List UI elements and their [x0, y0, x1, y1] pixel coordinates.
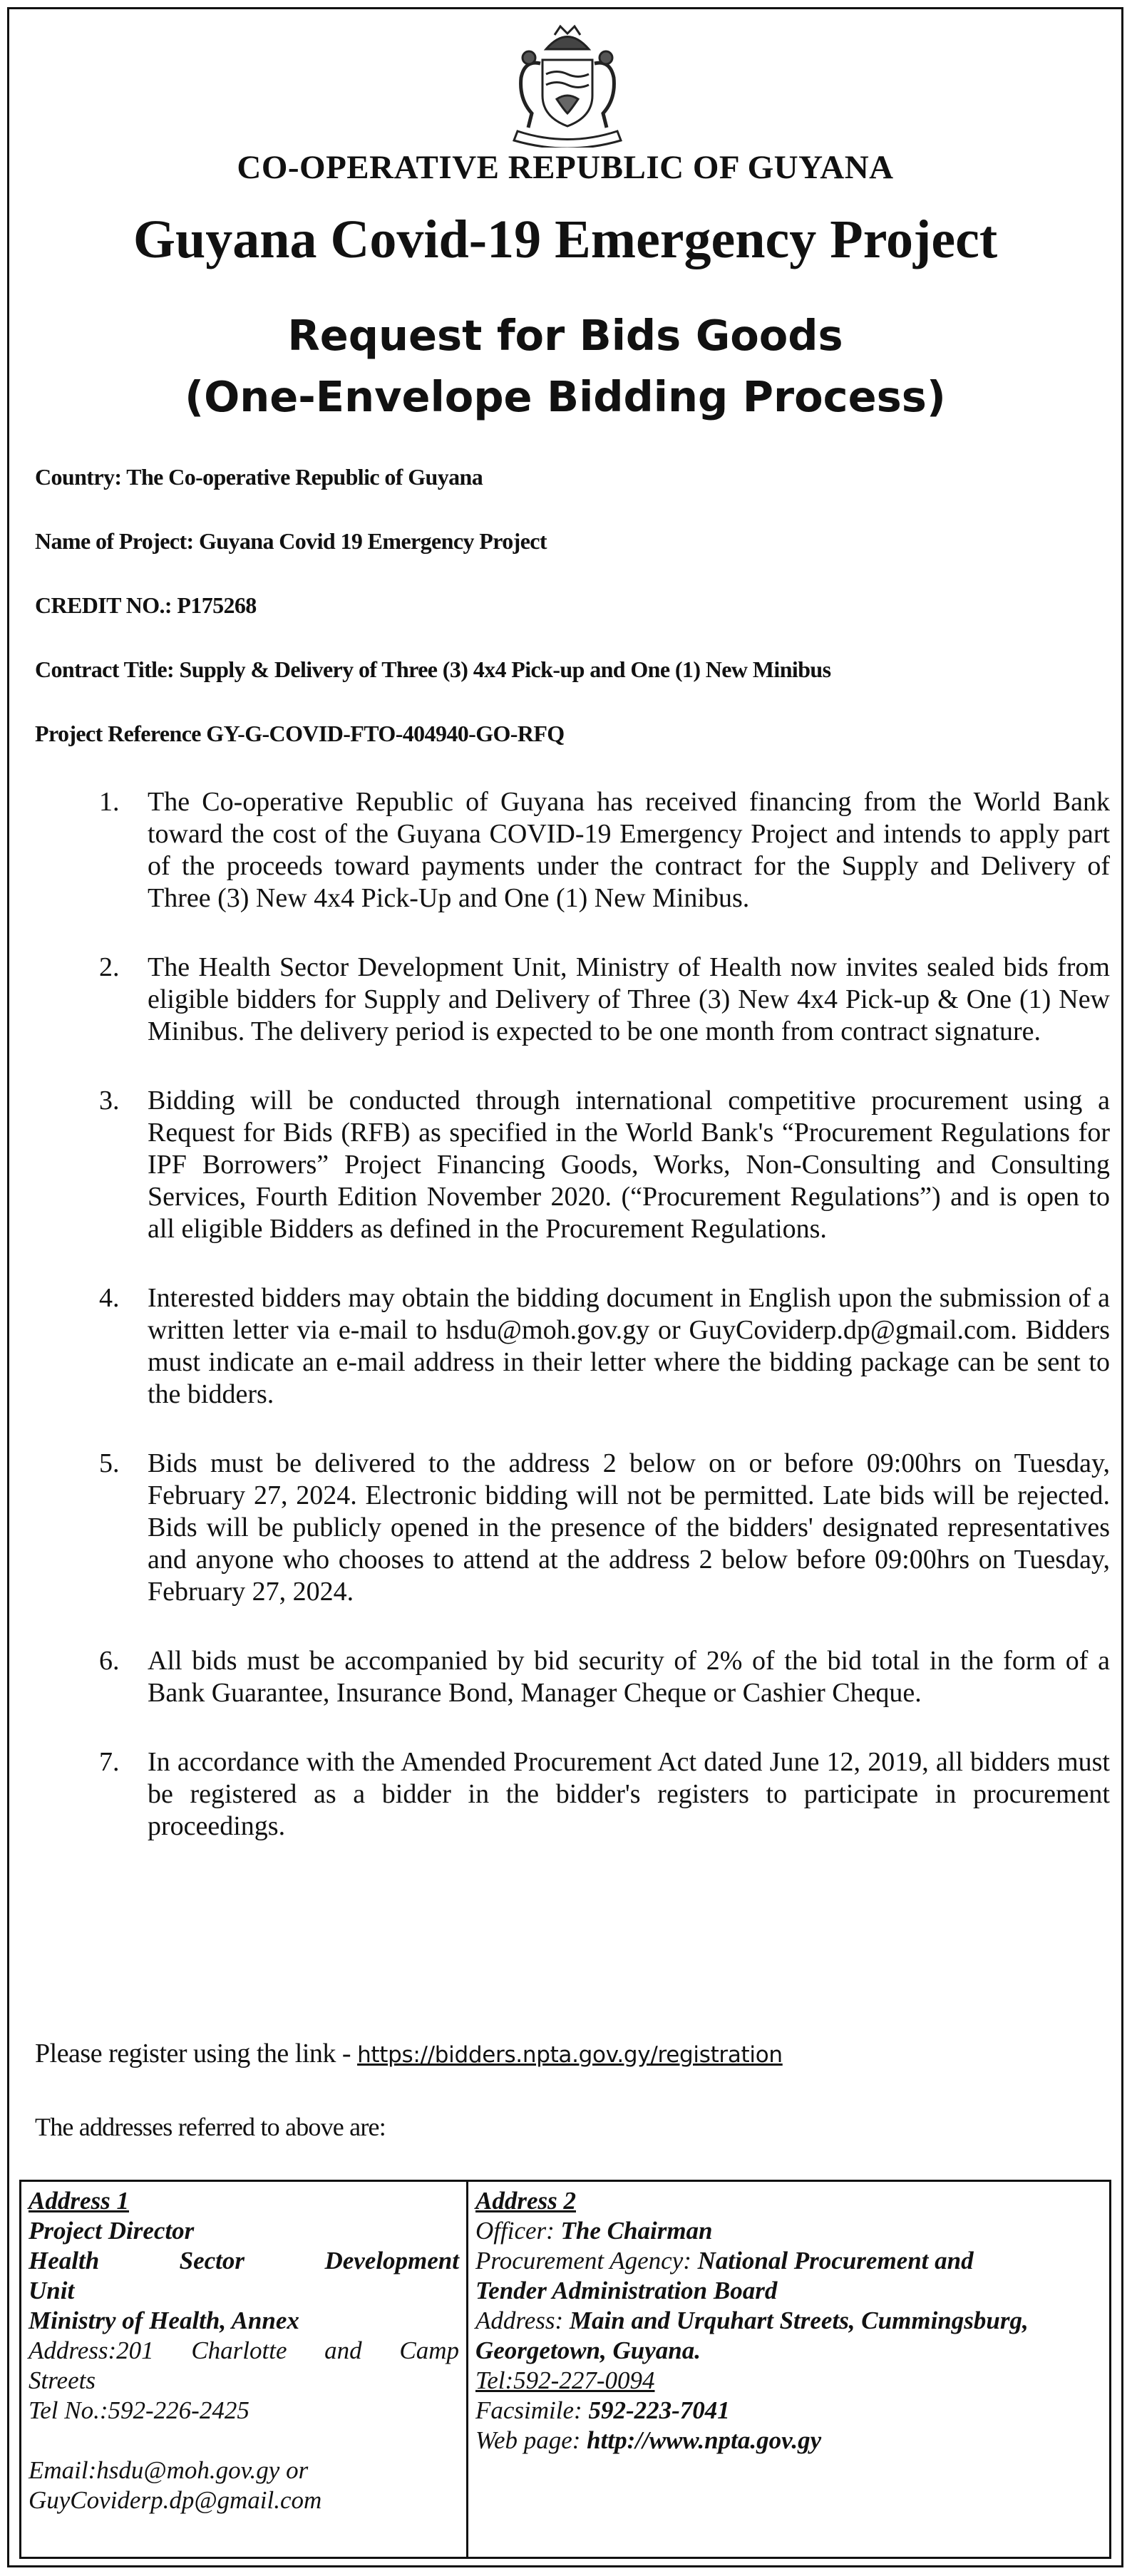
- address-2-officer: [475, 2216, 1102, 2246]
- item-number: 3.: [99, 1086, 120, 1116]
- address-1-email-cont: GuyCoviderp.dp@gmail.com: [29, 2486, 322, 2514]
- address-1-telephone: Tel No.:592-226-2425: [29, 2396, 249, 2424]
- coat-of-arms-icon: [503, 21, 632, 148]
- list-item: [35, 1448, 1110, 1608]
- list-item: [35, 1746, 1110, 1843]
- item-number: 7.: [99, 1747, 120, 1777]
- address-2-cell: [468, 2182, 1109, 2557]
- item-text: In accordance with the Amended Procurement Act dated June 12, 2019, all bidders must be registered as a bidder in the bidder's registers to participate in procurement proceedings.: [148, 1747, 1110, 1841]
- item-text: Interested bidders may obtain the bidding document in English upon the submission of a written letter via e-mail to hsdu@moh.gov.gy or GuyCoviderp.dp@gmail.com. Bidders must indicate an e-mail address in their letter where the bidding package can be sent to the bidders.: [148, 1283, 1110, 1409]
- address-2-agency-cont: Tender Administration Board: [475, 2277, 778, 2304]
- fax-value: 592-223-7041: [588, 2396, 730, 2424]
- list-item: [35, 1645, 1110, 1709]
- list-item: [35, 1282, 1110, 1411]
- item-number: 1.: [99, 787, 120, 817]
- addresses-intro: The addresses referred to above are:: [35, 2113, 386, 2141]
- item-text: All bids must be accompanied by bid security of 2% of the bid total in the form of a Bank Guarantee, Insurance Bond, Manager Cheque or Cashier Cheque.: [148, 1646, 1110, 1708]
- address-1-email: Email:hsdu@moh.gov.gy or: [29, 2456, 309, 2484]
- address-2-agency: [475, 2246, 1102, 2276]
- item-text: Bids must be delivered to the address 2 below on or before 09:00hrs on Tuesday, February 27, 2024. Electronic bidding will not be permitted. Late bids will be rejected. Bids will be publicly opened in the presence of the bidders' designated representatives and anyone who chooses to attend at the address 2 below before 09:00hrs on Tuesday, February 27, 2024.: [148, 1448, 1110, 1607]
- rfb-title-line-2: (One-Envelope Bidding Process): [185, 372, 946, 421]
- registration-link[interactable]: https://bidders.npta.gov.gy/registration: [357, 2042, 783, 2068]
- address-1-cell: [21, 2182, 468, 2557]
- officer-label: Officer:: [475, 2217, 555, 2245]
- list-item: [35, 1085, 1110, 1245]
- address-1-title: Project Director: [29, 2217, 195, 2245]
- meta-contract-title: Contract Title: Supply & Delivery of Three (3) 4x4 Pick-up and One (1) New Minibus: [35, 656, 831, 682]
- address-2-address-cont: Georgetown, Guyana.: [475, 2337, 701, 2364]
- addresses-table: [19, 2180, 1111, 2559]
- item-text: Bidding will be conducted through international competitive procurement using a Request for Bids (RFB) as specified in the World Bank's “Procurement Regulations for IPF Borrowers” Project Financing Goods, Works, Non-Consulting and Consulting Services, Fourth Edition November 2020. (“Procurement Regulations”) and is open to all eligible Bidders as defined in the Procurement Regulations.: [148, 1086, 1110, 1244]
- item-number: 6.: [99, 1646, 120, 1676]
- officer-value: The Chairman: [560, 2217, 713, 2245]
- meta-project-name: Name of Project: Guyana Covid 19 Emergency Project: [35, 528, 547, 554]
- item-number: 4.: [99, 1283, 120, 1313]
- list-item: [35, 786, 1110, 915]
- project-title: Guyana Covid-19 Emergency Project: [133, 210, 998, 269]
- country-header: CO-OPERATIVE REPUBLIC OF GUYANA: [237, 149, 894, 186]
- web-link[interactable]: http://www.npta.gov.gy: [587, 2426, 822, 2454]
- address-2-heading: Address 2: [475, 2187, 576, 2215]
- advertisement-page: [7, 7, 1123, 2567]
- address-value: Main and Urquhart Streets, Cummingsburg,: [569, 2307, 1029, 2334]
- register-prefix: Please register using the link -: [35, 2039, 351, 2068]
- rfb-title-line-1: Request for Bids Goods: [287, 311, 843, 360]
- web-label: Web page:: [475, 2426, 581, 2454]
- address-1-street-cont: Streets: [29, 2366, 96, 2394]
- register-line: [35, 2038, 783, 2069]
- agency-value: National Procurement and: [697, 2247, 974, 2274]
- item-number: 5.: [99, 1448, 120, 1478]
- spacer: [29, 2426, 459, 2456]
- address-2-web: [475, 2426, 1102, 2456]
- request-for-bids-title: [9, 305, 1121, 428]
- agency-label: Procurement Agency:: [475, 2247, 691, 2274]
- numbered-paragraphs: [35, 786, 1110, 1880]
- address-1-street: Address:201 Charlotte and Camp: [29, 2337, 459, 2364]
- address-label: Address:: [475, 2307, 564, 2334]
- list-item: [35, 952, 1110, 1048]
- address-2-address: [475, 2306, 1102, 2336]
- item-text: The Co-operative Republic of Guyana has received financing from the World Bank toward the cost of the Guyana COVID-19 Emergency Project and intends to apply part of the proceeds toward payments under the contract for the Supply and Delivery of Three (3) New 4x4 Pick-Up and One (1) New Minibus.: [148, 787, 1110, 913]
- address-1-unit-cont: Unit: [29, 2277, 75, 2304]
- meta-credit-number: CREDIT NO.: P175268: [35, 592, 257, 618]
- meta-country: Country: The Co-operative Republic of Guyana: [35, 464, 483, 490]
- address-1-unit: Health Sector Development: [29, 2247, 459, 2274]
- address-1-ministry: Ministry of Health, Annex: [29, 2307, 299, 2334]
- meta-project-reference: Project Reference GY-G-COVID-FTO-404940-GO-RFQ: [35, 721, 565, 746]
- item-text: The Health Sector Development Unit, Ministry of Health now invites sealed bids from eligible bidders for Supply and Delivery of Three (3) New 4x4 Pick-up & One (1) New Minibus. The delivery period is expected to be one month from contract signature.: [148, 952, 1110, 1046]
- address-1-heading: Address 1: [29, 2187, 129, 2215]
- item-number: 2.: [99, 952, 120, 982]
- fax-label: Facsimile:: [475, 2396, 582, 2424]
- address-2-telephone[interactable]: Tel:592-227-0094: [475, 2366, 655, 2394]
- address-2-fax: [475, 2396, 1102, 2426]
